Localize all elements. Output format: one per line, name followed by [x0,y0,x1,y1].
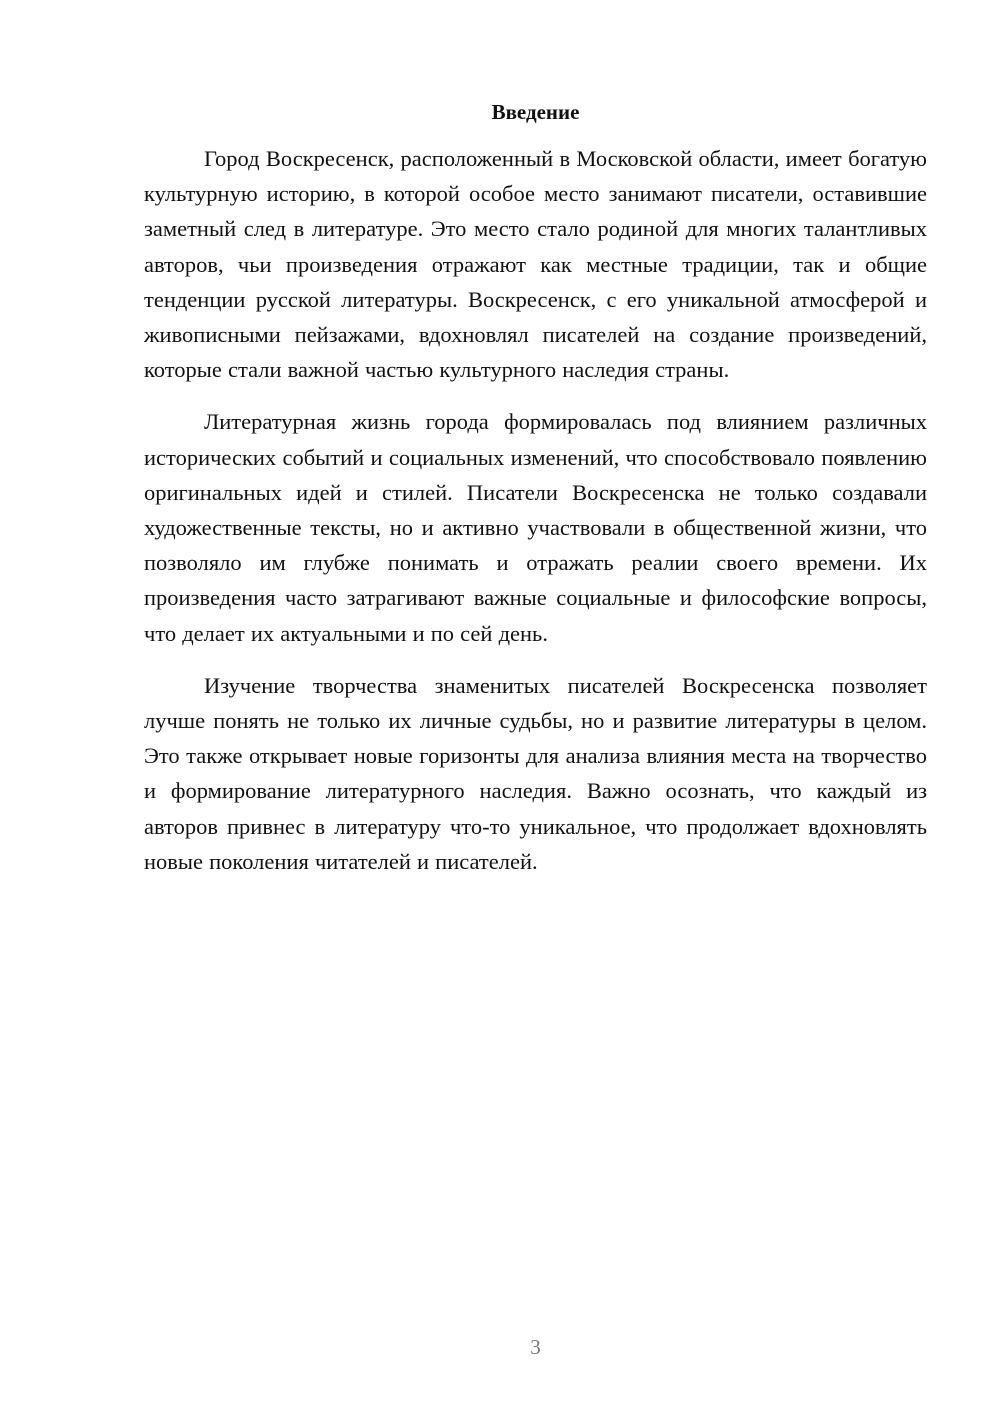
body-text [144,141,927,896]
page-number: 3 [530,1335,541,1359]
paragraph-1: Город Воскресенск, расположенный в Московской области, имеет богатую культурную историю, в которой особое место занимают писатели, оставившие заметный след в литературе. Это место стало родиной для многих талантливых авторов, чьи произведения отражают как местные традиции, так и общие тенденции русской литературы. Воскресенск, с его уникальной атмосферой и живописными пейзажами, вдохновлял писателей на создание произведений, которые стали важной частью культурного наследия страны. [144,146,927,383]
paragraph-3: Изучение творчества знаменитых писателей Воскресенска позволяет лучше понять не только их личные судьбы, но и развитие литературы в целом. Это также открывает новые горизонты для анализа влияния места на творчество и формирование литературного наследия. Важно осознать, что каждый из авторов привнес в литературу что-то уникальное, что продолжает вдохновлять новые поколения читателей и писателей. [144,672,927,874]
section-heading: Введение [491,100,580,124]
paragraph-2: Литературная жизнь города формировалась под влиянием различных исторических событий и социальных изменений, что способствовало появлению оригинальных идей и стилей. Писатели Воскресенска не только создавали художественные тексты, но и активно участвовали в общественной жизни, что позволяло им глубже понимать и отражать реалии своего времени. Их произведения часто затрагивают важные социальные и философские вопросы, что делает их актуальными и по сей день. [144,409,927,646]
